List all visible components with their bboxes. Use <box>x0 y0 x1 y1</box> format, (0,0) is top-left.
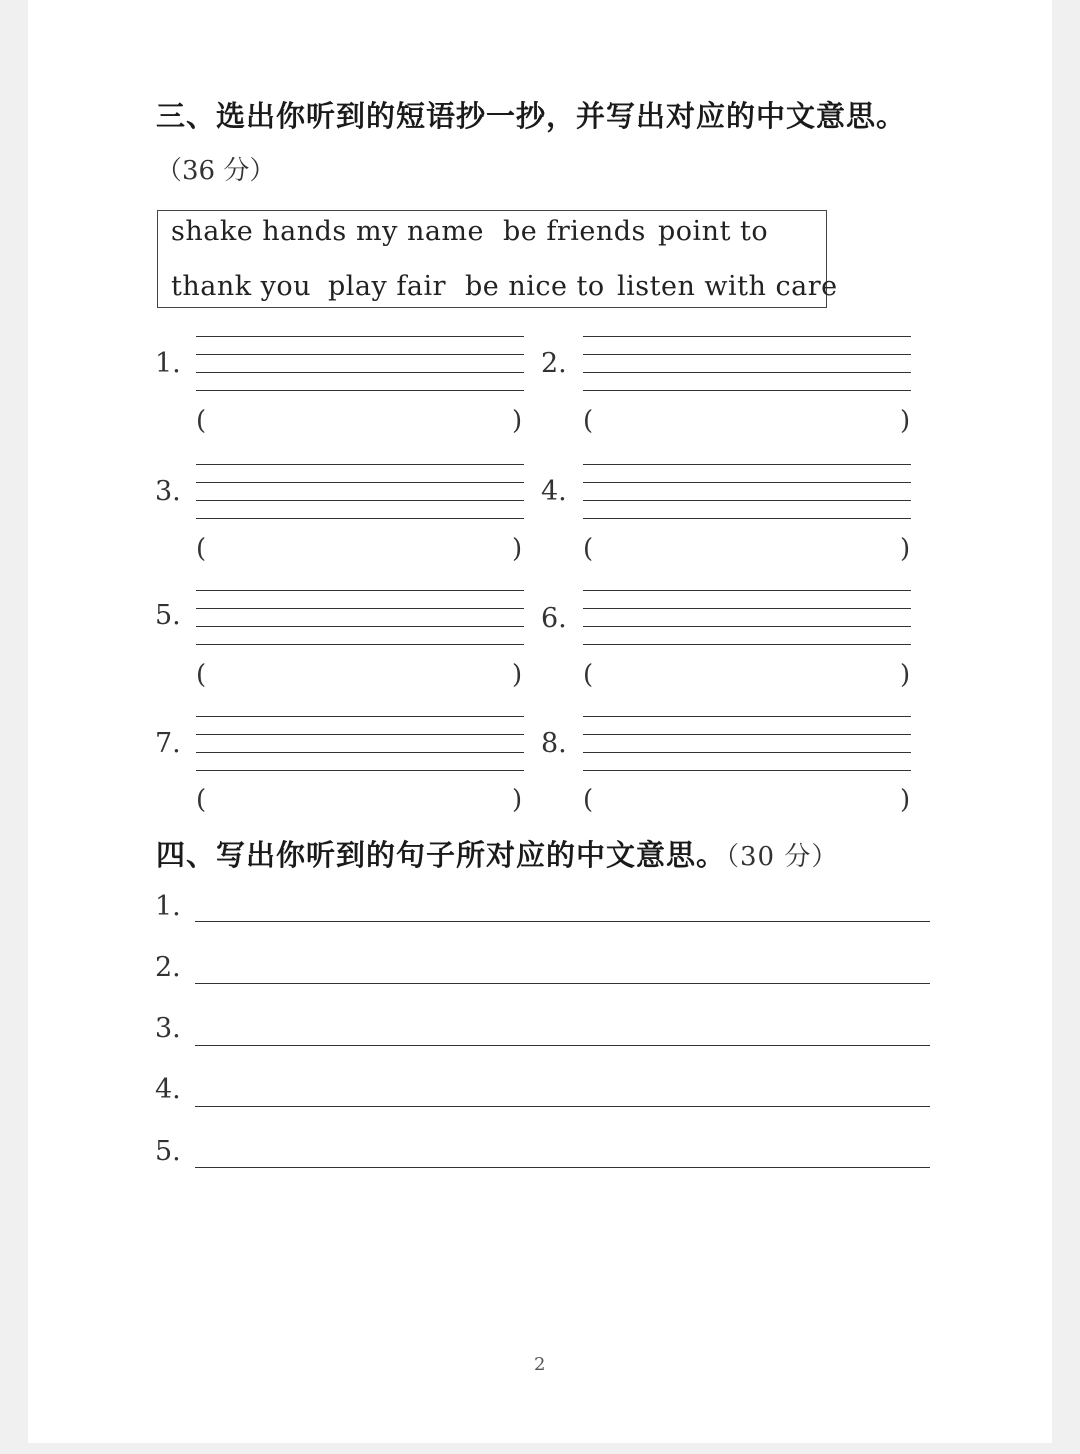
writing-line <box>196 716 524 717</box>
writing-line <box>583 770 911 771</box>
writing-line <box>196 354 524 355</box>
open-paren: ( <box>196 660 207 690</box>
open-paren: ( <box>196 785 207 815</box>
answer-line <box>195 1045 930 1046</box>
phrase-point-to: point to <box>658 216 769 247</box>
item-number: 7. <box>155 728 181 759</box>
close-paren: ) <box>512 406 523 436</box>
writing-line <box>196 482 524 483</box>
close-paren: ) <box>900 785 911 815</box>
close-paren: ) <box>512 534 523 564</box>
writing-line <box>196 390 524 391</box>
close-paren: ) <box>512 785 523 815</box>
writing-line <box>196 336 524 337</box>
open-paren: ( <box>583 406 594 436</box>
open-paren: ( <box>196 406 207 436</box>
writing-line <box>196 608 524 609</box>
item-number: 6. <box>541 603 567 634</box>
writing-line <box>196 770 524 771</box>
item-number: 4. <box>541 476 567 507</box>
writing-line <box>583 518 911 519</box>
item-number: 1. <box>155 348 181 379</box>
item-number: 8. <box>541 728 567 759</box>
writing-line <box>196 518 524 519</box>
close-paren: ) <box>900 406 911 436</box>
writing-line <box>583 372 911 373</box>
writing-line <box>583 626 911 627</box>
open-paren: ( <box>583 785 594 815</box>
close-paren: ) <box>900 660 911 690</box>
writing-line <box>583 608 911 609</box>
answer-line <box>195 1106 930 1107</box>
phrase-listen-with-care: listen with care <box>617 271 838 302</box>
section-4-score: （30 分） <box>726 842 839 872</box>
sentence-number: 4. <box>155 1074 181 1105</box>
writing-line <box>583 336 911 337</box>
section-3-score: （36 分） <box>156 156 276 186</box>
sentence-number: 5. <box>155 1136 181 1167</box>
open-paren: ( <box>583 534 594 564</box>
phrase-be-nice-to: be nice to <box>465 271 605 302</box>
writing-line <box>583 644 911 645</box>
writing-line <box>196 372 524 373</box>
item-number: 2. <box>541 348 567 379</box>
section-3-title: 三、选出你听到的短语抄一抄，并写出对应的中文意思。 <box>156 99 907 133</box>
section-4-title <box>156 833 838 874</box>
writing-line <box>196 626 524 627</box>
item-number: 5. <box>155 600 181 631</box>
open-paren: ( <box>196 534 207 564</box>
answer-line <box>195 921 930 922</box>
phrase-play-fair: play fair <box>328 271 446 302</box>
writing-line <box>196 500 524 501</box>
close-paren: ) <box>512 660 523 690</box>
writing-line <box>583 752 911 753</box>
writing-line <box>196 734 524 735</box>
writing-line <box>583 590 911 591</box>
answer-line <box>195 1167 930 1168</box>
answer-line <box>195 983 930 984</box>
page-number <box>534 1352 548 1362</box>
writing-line <box>583 464 911 465</box>
writing-line <box>196 590 524 591</box>
sentence-number: 3. <box>155 1013 181 1044</box>
writing-line <box>196 752 524 753</box>
writing-line <box>196 464 524 465</box>
open-paren: ( <box>583 660 594 690</box>
phrase-be-friends: be friends <box>503 216 646 247</box>
writing-line <box>583 500 911 501</box>
writing-line <box>196 644 524 645</box>
sentence-number: 2. <box>155 952 181 983</box>
item-number: 3. <box>155 476 181 507</box>
writing-line <box>583 390 911 391</box>
phrase-my-name: my name <box>356 216 485 247</box>
phrase-shake-hands: shake hands <box>171 216 347 247</box>
sentence-number: 1. <box>155 891 181 922</box>
close-paren: ) <box>900 534 911 564</box>
phrase-thank-you: thank you <box>171 271 312 302</box>
writing-line <box>583 716 911 717</box>
section-4-title-text: 四、写出你听到的句子所对应的中文意思。 <box>156 838 727 872</box>
writing-line <box>583 482 911 483</box>
writing-line <box>583 354 911 355</box>
writing-line <box>583 734 911 735</box>
